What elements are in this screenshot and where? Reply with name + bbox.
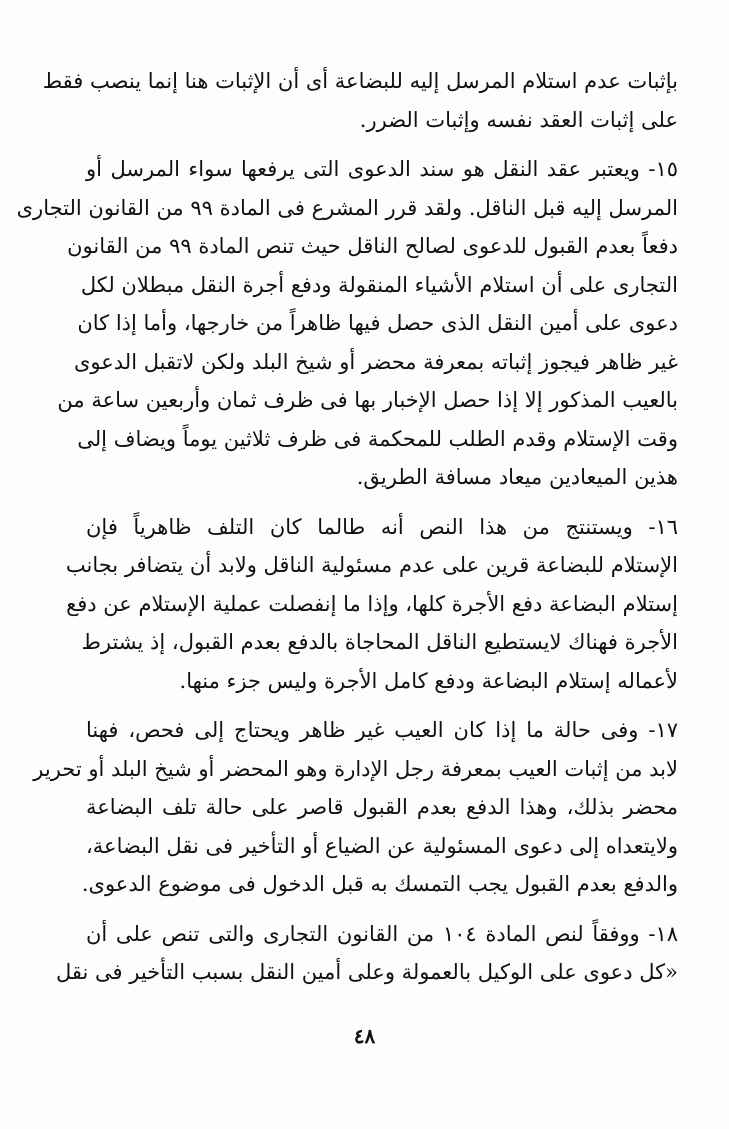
text-line: التجارى على أن استلام الأشياء المنقولة ودفع أجرة النقل مبطلان لكل	[80, 272, 678, 297]
paragraph-16	[65, 508, 678, 701]
text-line: والدفع بعدم القبول يجب التمسك به قبل الدخول فى موضوع الدعوى.	[81, 872, 678, 896]
text-line: ١٨- ووفقاً لنص المادة ١٠٤ من القانون التجارى والتى تنص على أن	[86, 921, 678, 946]
paragraph-17	[33, 711, 678, 904]
text-line: «كل دعوى على الوكيل بالعمولة وعلى أمين النقل بسبب التأخير فى نقل	[55, 960, 678, 984]
text-line: ١٦- ويستنتج من هذا النص أنه طالما كان التلف ظاهرياً فإن	[86, 514, 678, 539]
paragraph-18	[55, 915, 678, 992]
text-line: الإستلام للبضاعة قرين على عدم مسئولية الناقل ولابد أن يتضافر بجانب	[65, 553, 678, 577]
text-line: غير ظاهر فيجوز إثباته بمعرفة محضر أو شيخ البلد ولكن لاتقبل الدعوى	[73, 349, 678, 374]
text-line: الأجرة فهناك لايستطيع الناقل المحاجاة بالدفع بعدم القبول، إذ يشترط	[81, 630, 678, 654]
text-line: على إثبات العقد نفسه وإثبات الضرر.	[359, 107, 678, 132]
text-line: المرسل إليه قبل الناقل. ولقد قرر المشرع فى المادة ٩٩ من القانون التجارى	[16, 195, 678, 220]
page-number: ٤٨	[353, 1024, 376, 1048]
text-line: ١٥- ويعتبر عقد النقل هو سند الدعوى التى يرفعها سواء المرسل أو	[86, 157, 678, 181]
text-line: محضر بذلك، وهذا الدفع بعدم القبول قاصر على حالة تلف البضاعة	[86, 795, 678, 819]
text-line: لأعماله إستلام البضاعة ودفع كامل الأجرة وليس جزء منها.	[179, 668, 678, 693]
text-line: بإثبات عدم استلام المرسل إليه للبضاعة أى أن الإثبات هنا إنما ينصب فقط	[42, 69, 678, 93]
text-line: دعوى على أمين النقل الذى حصل فيها ظاهراً من خارجها، وأما إذا كان	[77, 311, 678, 335]
paragraph-gap	[86, 139, 678, 150]
paragraph-gap	[86, 497, 678, 508]
paragraph-continuation	[42, 62, 678, 139]
body-text	[16, 62, 678, 992]
text-line: لابد من إثبات العيب بمعرفة رجل الإدارة وهو المحضر أو شيخ البلد أو تحرير	[33, 756, 678, 781]
text-line: ١٧- وفى حالة ما إذا كان العيب غير ظاهر ويحتاج إلى فحص، فهنا	[86, 718, 678, 742]
text-line: بالعيب المذكور إلا إذا حصل الإخبار بها فى ظرف ثمان وأربعين ساعة من	[57, 388, 678, 412]
text-line: وقت الإستلام وقدم الطلب للمحكمة فى ظرف ثلاثين يوماً ويضاف إلى	[77, 426, 678, 451]
paragraph-gap	[86, 700, 678, 711]
paragraph-gap	[86, 904, 678, 915]
paragraph-15	[16, 150, 678, 497]
text-line: إستلام البضاعة دفع الأجرة كلها، وإذا ما إنفصلت عملية الإستلام عن دفع	[66, 591, 678, 616]
text-line: ولايتعداه إلى دعوى المسئولية عن الضياع أو التأخير فى نقل البضاعة،	[86, 833, 678, 858]
text-line: دفعاً بعدم القبول للدعوى لصالح الناقل حيث تنص المادة ٩٩ من القانون	[67, 234, 678, 258]
text-line: هذين الميعادين ميعاد مسافة الطريق.	[356, 465, 678, 489]
